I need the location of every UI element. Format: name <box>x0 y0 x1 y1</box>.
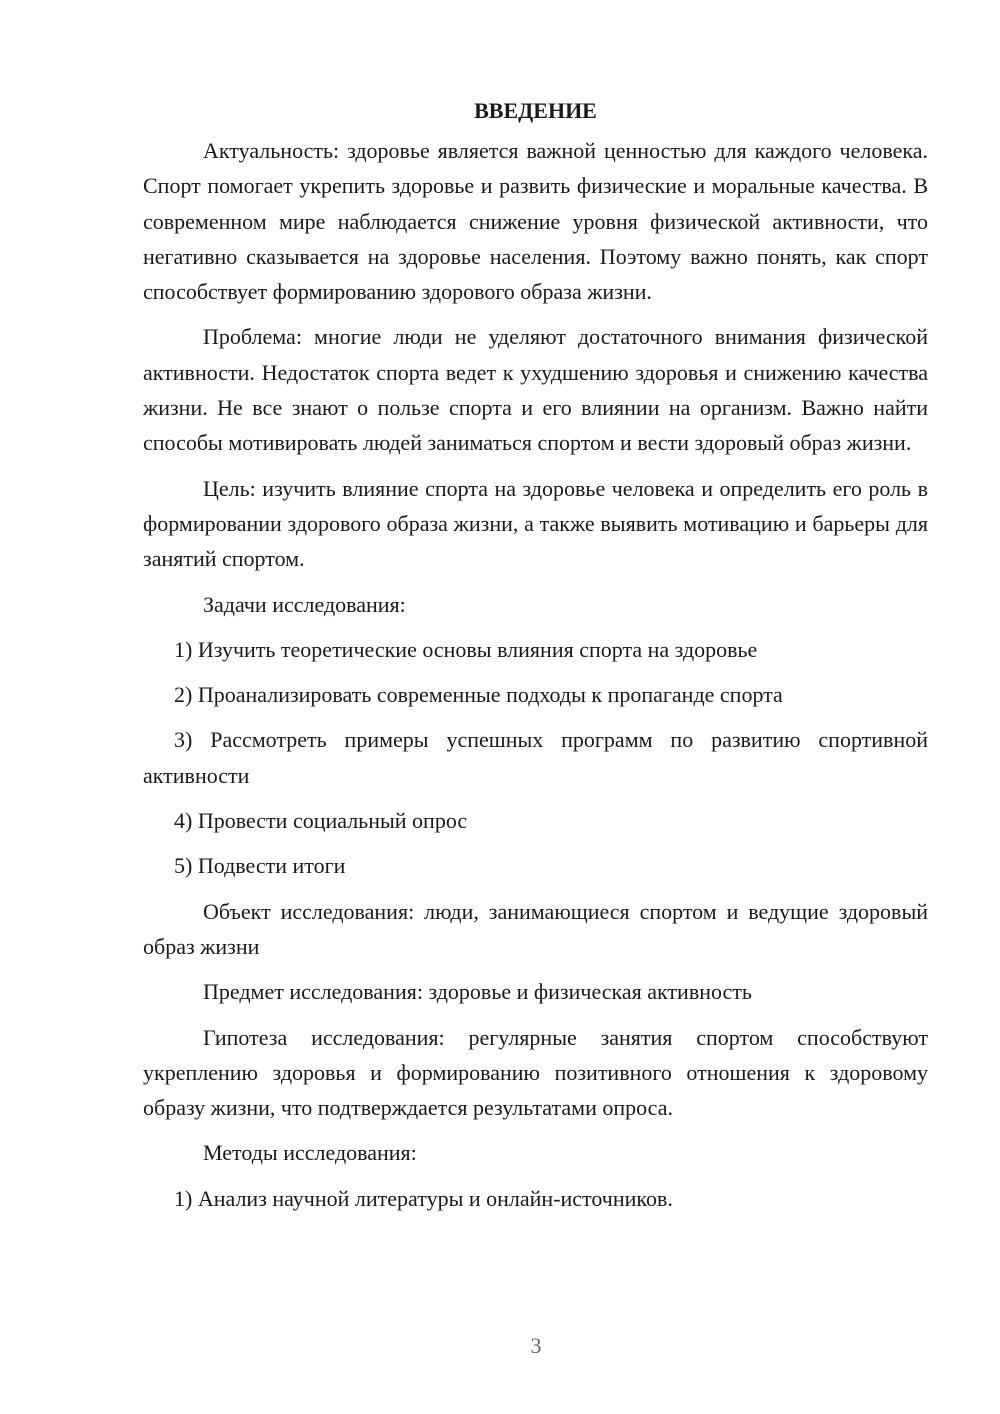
paragraph-subject: Предмет исследования: здоровье и физическая активность <box>203 979 752 1005</box>
section-title: ВВЕДЕНИЕ <box>474 98 597 123</box>
page-content <box>143 93 928 1216</box>
list-item-task-3: 3) Рассмотреть примеры успешных программ по развитию спортивной активности <box>143 727 928 788</box>
paragraph-problem: Проблема: многие люди не уделяют достаточного внимания физической активности. Недостаток спорта ведет к ухудшению здоровья и снижению качества жизни. Не все знают о пользе спорта и его влиянии на организм. Важно найти способы мотивировать людей заниматься спортом и вести здоровый образ жизни. <box>143 324 928 456</box>
list-item-task-5: 5) Подвести итоги <box>174 853 346 879</box>
paragraph-hypothesis: Гипотеза исследования: регулярные занятия спортом способствуют укреплению здоровья и формированию позитивного отношения к здоровому образу жизни, что подтверждается результатами опроса. <box>143 1024 928 1121</box>
paragraph-relevance: Актуальность: здоровье является важной ценностью для каждого человека. Спорт помогает укрепить здоровье и развить физические и моральные качества. В современном мире наблюдается снижение уровня физической активности, что негативно сказывается на здоровье населения. Поэтому важно понять, как спорт способствует формированию здорового образа жизни. <box>143 138 928 305</box>
paragraph-methods-heading: Методы исследования: <box>203 1140 417 1166</box>
list-item-task-2: 2) Проанализировать современные подходы к пропаганде спорта <box>174 682 783 708</box>
list-item-method-1: 1) Анализ научной литературы и онлайн-источников. <box>174 1185 673 1211</box>
paragraph-object: Объект исследования: люди, занимающиеся спортом и ведущие здоровый образ жизни <box>143 898 928 959</box>
paragraph-tasks-heading: Задачи исследования: <box>203 591 406 617</box>
list-item-task-4: 4) Провести социальный опрос <box>174 808 468 834</box>
paragraph-goal: Цель: изучить влияние спорта на здоровье человека и определить его роль в формировании здорового образа жизни, а также выявить мотивацию и барьеры для занятий спортом. <box>143 475 928 572</box>
page-number: 3 <box>530 1333 542 1358</box>
list-item-task-1: 1) Изучить теоретические основы влияния спорта на здоровье <box>174 636 758 662</box>
